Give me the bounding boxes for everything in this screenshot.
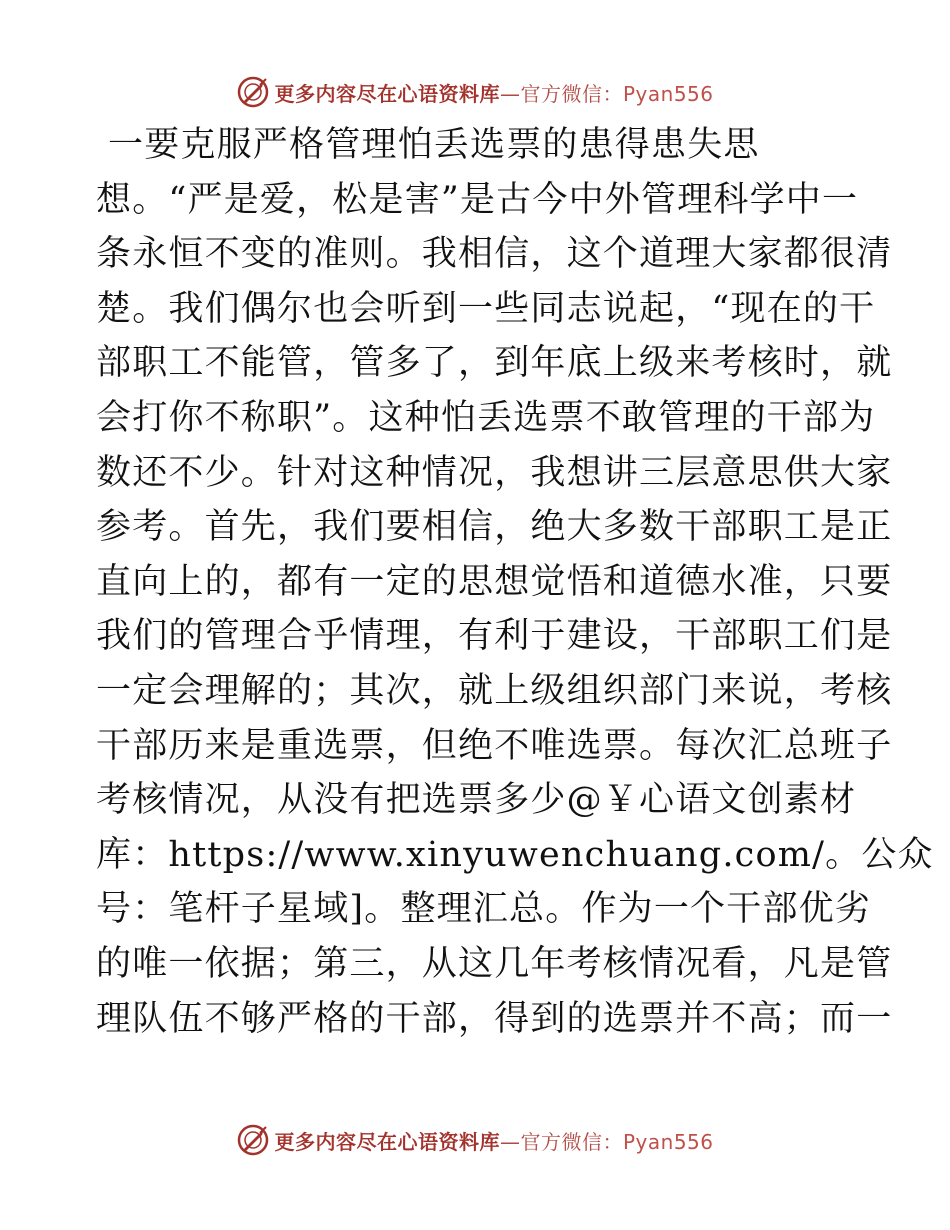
banner-wechat-id: Pyan556: [622, 81, 714, 106]
text-line: 理队伍不够严格的干部，得到的选票并不高；而一: [96, 998, 893, 1039]
text-line: 号：笔杆子星域]。整理汇总。作为一个干部优劣: [96, 889, 872, 930]
banner-dash: —: [499, 81, 521, 106]
text-line: 库：https://www.xinyuwenchuang.com/。公众: [96, 834, 934, 875]
banner-text: [274, 1126, 713, 1155]
banner-dash: —: [499, 1129, 521, 1154]
footer-watermark-banner: [0, 1120, 950, 1160]
quill-logo-icon: [236, 1123, 270, 1157]
text-line: 会打你不称职”。这种怕丢选票不敢管理的干部为: [96, 397, 876, 438]
text-line: 数还不少。针对这种情况，我想讲三层意思供大家: [96, 452, 893, 493]
banner-wechat-label: 官方微信：: [520, 1129, 623, 1154]
banner-wechat-label: 官方微信：: [520, 81, 623, 106]
banner-text: [274, 78, 713, 107]
text-line: 我们的管理合乎情理，有利于建设，干部职工们是: [96, 616, 893, 657]
text-line: 楚。我们偶尔也会听到一些同志说起，“现在的干: [96, 288, 876, 329]
text-line: 参考。首先，我们要相信，绝大多数干部职工是正: [96, 507, 893, 548]
text-line: 一要克服严格管理怕丢选票的患得患失思: [108, 125, 760, 165]
text-line: 考核情况，从没有把选票多少@￥心语文创素材: [96, 780, 857, 821]
text-line: 干部历来是重选票，但绝不唯选票。每次汇总班子: [96, 725, 893, 766]
banner-main-text: 更多内容尽在心语资料库: [274, 1129, 500, 1154]
text-line: 的唯一依据；第三，从这几年考核情况看，凡是管: [96, 943, 893, 984]
text-line: 部职工不能管，管多了，到年底上级来考核时，就: [96, 343, 893, 384]
text-line: 直向上的，都有一定的思想觉悟和道德水准，只要: [96, 561, 893, 602]
text-line: 一定会理解的；其次，就上级组织部门来说，考核: [96, 670, 893, 711]
banner-main-text: 更多内容尽在心语资料库: [274, 81, 500, 106]
text-line: 想。“严是爱，松是害”是古今中外管理科学中一: [96, 179, 859, 220]
document-body: [96, 118, 934, 1046]
banner-wechat-id: Pyan556: [622, 1129, 714, 1154]
text-line: 条永恒不变的准则。我相信，这个道理大家都很清: [96, 234, 893, 275]
quill-logo-icon: [236, 75, 270, 109]
header-watermark-banner: [0, 72, 950, 112]
